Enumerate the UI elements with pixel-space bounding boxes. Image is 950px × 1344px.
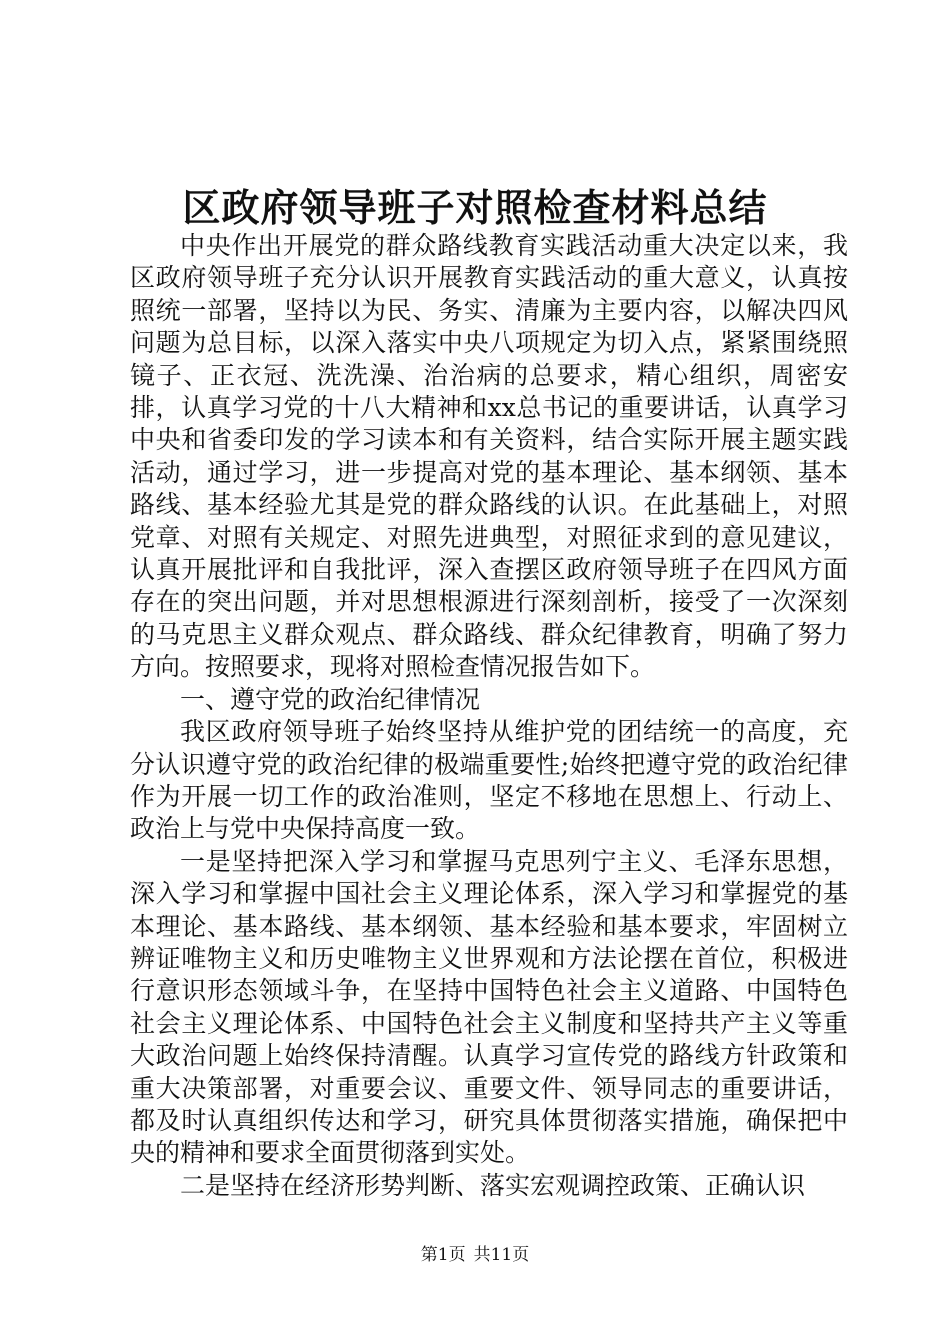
total-pages: 共11页 xyxy=(473,1245,530,1265)
document-title: 区政府领导班子对照检查材料总结 xyxy=(182,185,768,230)
page-number: 第1页 xyxy=(420,1245,466,1265)
document-body xyxy=(130,230,848,1202)
body-paragraph: 我区政府领导班子始终坚持从维护党的团结统一的高度，充分认识遵守党的政治纪律的极端重要性;始终把遵守党的政治纪律作为开展一切工作的政治准则，坚定不移地在思想上、行动上、政治上与党中央保持高度一致。 xyxy=(130,717,848,844)
body-paragraph: 一是坚持把深入学习和掌握马克思列宁主义、毛泽东思想，深入学习和掌握中国社会主义理论体系，深入学习和掌握党的基本理论、基本路线、基本纲领、基本经验和基本要求，牢固树立辨证唯物主义和历史唯物主义世界观和方法论摆在首位，积极进行意识形态领域斗争，在坚持中国特色社会主义道路、中国特色社会主义理论体系、中国特色社会主义制度和坚持共产主义等重大政治问题上始终保持清醒。认真学习宣传党的路线方针政策和重大决策部署，对重要会议、重要文件、领导同志的重要讲话，都及时认真组织传达和学习，研究具体贯彻落实措施，确保把中央的精神和要求全面贯彻落到实处。 xyxy=(130,846,848,1168)
body-paragraph: 二是坚持在经济形势判断、落实宏观调控政策、正确认识 xyxy=(180,1170,806,1200)
section-heading: 一、遵守党的政治纪律情况 xyxy=(180,684,481,714)
intro-paragraph: 中央作出开展党的群众路线教育实践活动重大决定以来，我区政府领导班子充分认识开展教育实践活动的重大意义，认真按照统一部署，坚持以为民、务实、清廉为主要内容，以解决四风问题为总目标，以深入落实中央八项规定为切入点，紧紧围绕照镜子、正衣冠、洗洗澡、治治病的总要求，精心组织，周密安排，认真学习党的十八大精神和xx总书记的重要讲话，认真学习中央和省委印发的学习读本和有关资料，结合实际开展主题实践活动，通过学习，进一步提高对党的基本理论、基本纲领、基本路线、基本经验尤其是党的群众路线的认识。在此基础上，对照党章、对照有关规定、对照先进典型，对照征求到的意见建议，认真开展批评和自我批评，深入查摆区政府领导班子在四风方面存在的突出问题，并对思想根源进行深刻剖析，接受了一次深刻的马克思主义群众观点、群众路线、群众纪律教育，明确了努力方向。按照要求，现将对照检查情况报告如下。 xyxy=(130,231,848,682)
page-footer xyxy=(0,1243,950,1267)
